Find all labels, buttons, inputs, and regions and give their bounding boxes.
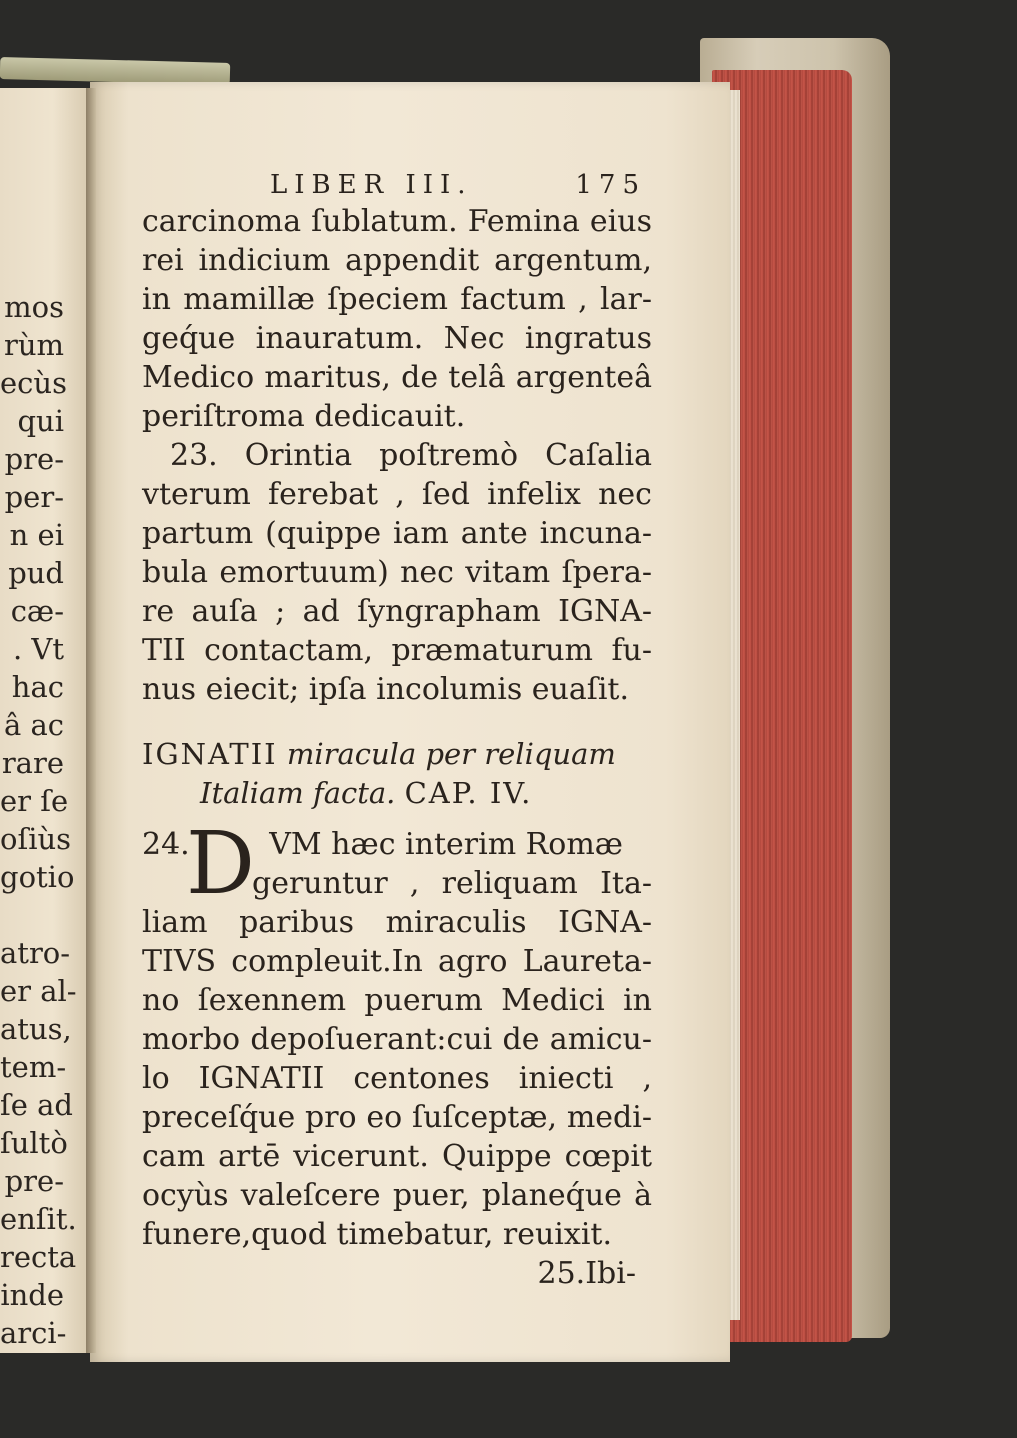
text-line: carcinoma ſublatum. Femina eius	[142, 204, 652, 239]
bookmark-ribbon	[0, 57, 230, 85]
text-line: morbo depoſuerant:cui de amicu-	[142, 1022, 652, 1057]
left-page-fragment: mos	[4, 290, 64, 324]
left-page-fragment: er al-	[0, 974, 77, 1008]
text-line: funere,quod timebatur, reuixit.	[142, 1217, 613, 1252]
text-line: geruntur , reliquam Ita-	[252, 866, 652, 901]
left-page-fragment	[0, 896, 64, 934]
running-title: LIBER III.	[270, 170, 473, 200]
text-line: preceſq́ue pro eo ſuſceptæ, medi-	[142, 1100, 652, 1135]
left-page-fragment: cæ-	[10, 594, 64, 628]
text-line: periſtroma dedicauit.	[142, 399, 466, 434]
left-page-fragment: gotio	[0, 860, 75, 894]
text-line: cam artē vicerunt. Quippe cœpit	[142, 1139, 652, 1174]
left-page-fragment: enſit.	[0, 1202, 77, 1236]
text-line: liam paribus miraculis IGNA-	[142, 905, 652, 940]
drop-cap: D	[186, 814, 255, 914]
text-line: geq́ue inauratum. Nec ingratus	[142, 321, 652, 356]
left-page-fragment: pre-	[4, 1164, 64, 1198]
text-line: no ſexennem puerum Medici in	[142, 983, 652, 1018]
left-page-fragment: arci-	[0, 1316, 67, 1350]
paragraph-3	[142, 814, 652, 1254]
left-page-fragment: qui	[17, 404, 64, 438]
text-line: lo IGNATII centones iniecti ,	[142, 1061, 652, 1096]
left-page-fragment: tem-	[0, 1050, 67, 1084]
heading-italic: Italiam facta.	[200, 776, 396, 810]
running-head	[142, 168, 652, 202]
text-line: vterum ferebat , ſed infelix nec	[142, 477, 652, 512]
text-line: partum (quippe iam ante incuna-	[142, 516, 652, 551]
text-line: TII contactam, præmaturum fu-	[142, 633, 652, 668]
heading-italic: miracula per reliquam	[286, 737, 616, 771]
chapter-number: CAP. IV.	[404, 776, 533, 810]
left-page-fragment: atus,	[0, 1012, 72, 1046]
text-line: bula emortuum) nec vitam ſpera-	[142, 555, 652, 590]
left-page-fragment: rùm	[3, 328, 64, 362]
right-page-text	[142, 168, 652, 1293]
text-line: re auſa ; ad ſyngrapham IGNA-	[142, 594, 652, 629]
left-page-fragment: inde	[0, 1278, 64, 1312]
text-line: nus eiecit; ipſa incolumis euaſit.	[142, 672, 630, 707]
text-line: ocyùs valeſcere puer, planeq́ue à	[142, 1178, 652, 1213]
left-page-fragment: pre-	[4, 442, 64, 476]
text-line: Medico maritus, de telâ argenteâ	[142, 360, 652, 395]
text-line: in mamillæ ſpeciem factum , lar-	[142, 282, 652, 317]
paragraph-2	[142, 436, 652, 709]
page-number: 175	[575, 170, 646, 200]
left-page-fragment: ſe ad	[0, 1088, 73, 1122]
left-page-fragment: n ei	[9, 518, 64, 552]
gutter	[86, 88, 96, 1353]
left-page-fragment: â ac	[3, 708, 64, 742]
left-page-fragment: per-	[4, 480, 64, 514]
left-page	[0, 88, 96, 1353]
left-page-fragment: atro-	[0, 936, 71, 970]
paragraph-1	[142, 202, 652, 436]
chapter-heading	[142, 735, 652, 813]
text-line: VM hæc interim Romæ	[269, 827, 623, 862]
left-page-fragment: ſultò	[0, 1126, 68, 1160]
left-page-fragment: rare	[1, 746, 64, 780]
text-line: rei indicium appendit argentum,	[142, 243, 652, 278]
heading-name: IGNATII	[142, 737, 278, 771]
paragraph-number: 24.	[142, 827, 190, 862]
left-page-fragment: . Vt	[12, 632, 64, 666]
text-line: TIVS compleuit.In agro Laureta-	[142, 944, 652, 979]
left-page-fragment: pud	[8, 556, 64, 590]
left-page-fragment: recta	[0, 1240, 77, 1274]
left-page-text	[0, 288, 77, 1352]
left-page-fragment: oſiùs	[0, 822, 72, 856]
text-line: 23. Orintia poſtremò Caſalia	[170, 438, 652, 473]
left-page-fragment: hac	[11, 670, 64, 704]
left-page-fragment: er ſe	[0, 784, 69, 818]
catchword: 25.Ibi-	[537, 1256, 636, 1291]
left-page-fragment: ecùs	[0, 366, 67, 400]
